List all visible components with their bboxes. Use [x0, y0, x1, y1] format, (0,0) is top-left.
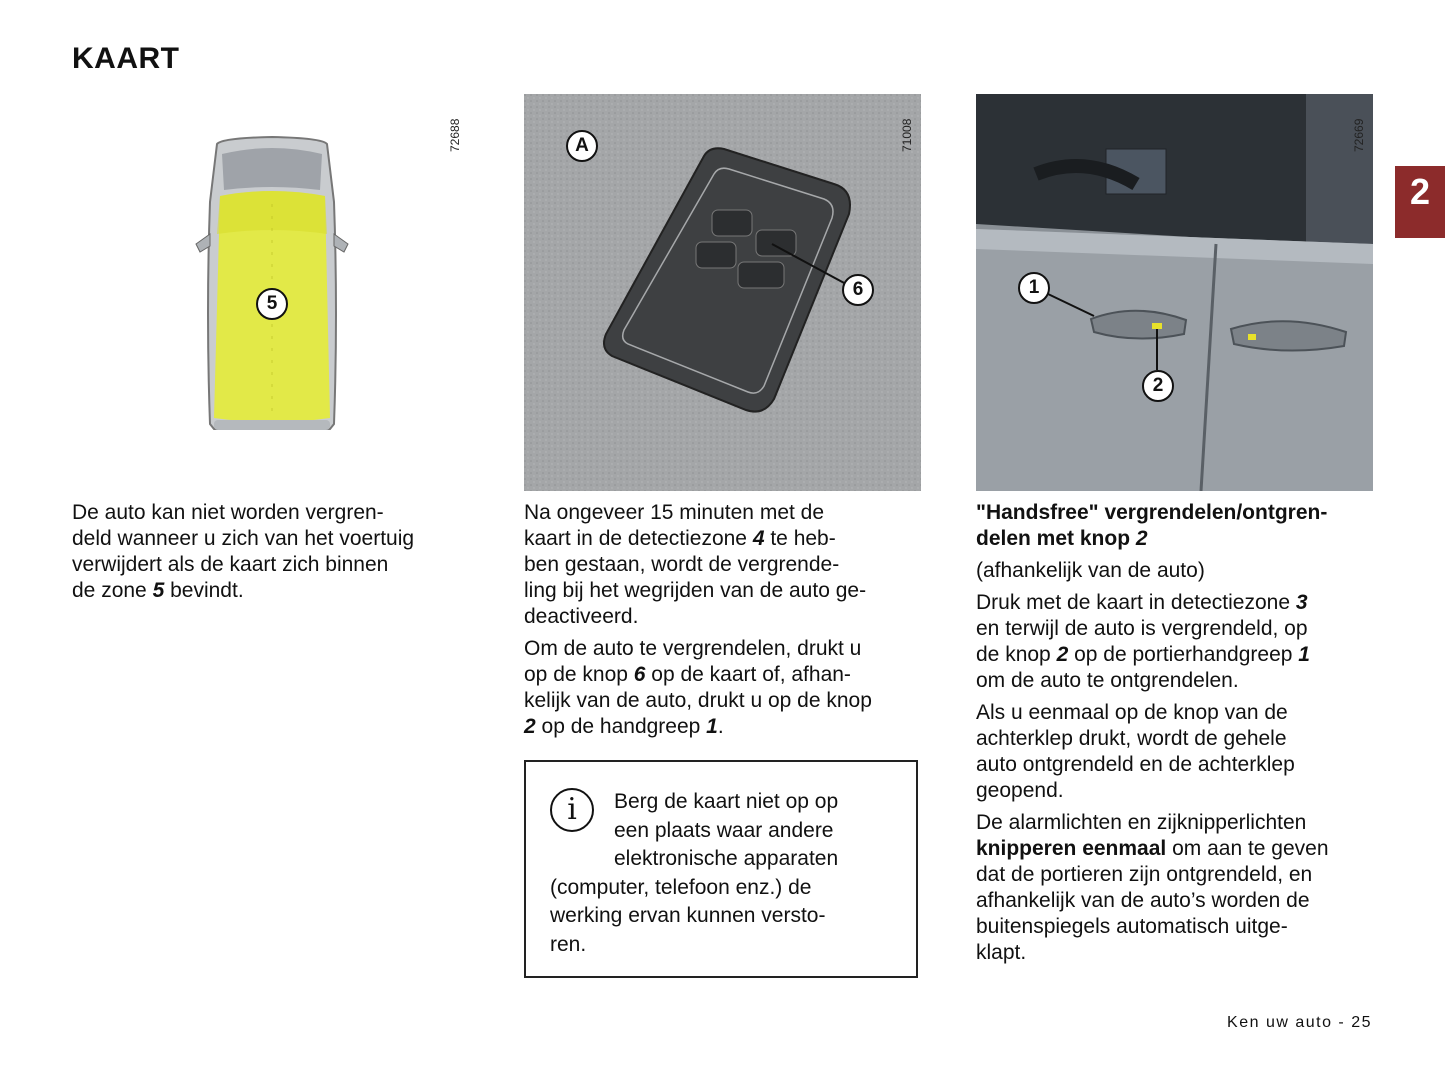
paragraph — [976, 810, 1386, 966]
paragraph — [524, 636, 924, 740]
chapter-tab: 2 — [1395, 166, 1445, 238]
text-run: "Handsfree" vergrendelen/ontgren- — [976, 501, 1328, 524]
section-heading — [976, 500, 1386, 552]
note-text — [550, 788, 900, 959]
note-line: (computer, telefoon enz.) de — [550, 875, 812, 899]
text-run: deld wanneer u zich van het voertuig — [72, 527, 415, 550]
figure-door-handles — [976, 94, 1373, 491]
text-run: ling bij het wegrijden van de auto ge- — [524, 579, 867, 602]
paragraph — [524, 500, 924, 630]
note-line: Berg de kaart niet op op — [614, 790, 839, 813]
text-run: geopend. — [976, 779, 1064, 802]
text-run: (afhankelijk van de auto) — [976, 559, 1205, 582]
text-run: 1 — [1298, 643, 1310, 666]
callout-5: 5 — [256, 288, 288, 320]
text-run: op de kaart of, afhan- — [645, 663, 851, 686]
text-run: Om de auto te vergrendelen, drukt u — [524, 637, 862, 660]
text-run: Na ongeveer 15 minuten met de — [524, 501, 825, 524]
note-line: werking ervan kunnen versto- — [550, 904, 826, 927]
text-run: Als u eenmaal op de knop van de — [976, 701, 1288, 724]
text-run: De alarmlichten en zijknipperlichten — [976, 811, 1307, 834]
page-title: KAART — [72, 42, 180, 75]
paragraph — [72, 500, 472, 604]
text-run: te heb- — [764, 527, 836, 550]
text-run: verwijdert als de kaart zich binnen — [72, 553, 389, 576]
callout-1: 1 — [1018, 272, 1050, 304]
column-2-text — [524, 500, 924, 746]
text-run: ben gestaan, wordt de vergrende- — [524, 553, 840, 576]
text-run: 2 — [1056, 643, 1069, 666]
text-run: kaart in de detectiezone — [524, 527, 753, 550]
text-run: op de handgreep — [535, 715, 707, 738]
text-run: deactiveerd. — [524, 605, 639, 628]
text-run: 3 — [1295, 591, 1308, 614]
figure-id-label: 71008 — [900, 118, 914, 152]
info-icon: i — [550, 788, 594, 832]
text-run: en terwijl de auto is vergrendeld, op — [976, 617, 1308, 640]
column-3-text — [976, 500, 1386, 972]
page-footer: Ken uw auto - 25 — [1227, 1014, 1372, 1031]
text-run: 2 — [524, 715, 536, 738]
figure-id-label: 72669 — [1352, 118, 1366, 152]
text-run: Druk met de kaart in detectiezone — [976, 591, 1296, 614]
text-run: . — [717, 715, 724, 738]
text-run: 1 — [706, 715, 718, 738]
text-run: om aan te geven — [1166, 837, 1329, 860]
column-1-text — [72, 500, 472, 610]
text-run: delen met knop — [976, 527, 1136, 550]
note-line: elektronische apparaten — [614, 847, 839, 870]
note-line: een plaats waar andere — [614, 818, 834, 842]
callout-6: 6 — [842, 274, 874, 306]
text-run: knipperen eenmaal — [976, 837, 1167, 860]
text-run: auto ontgrendeld en de achterklep — [976, 753, 1295, 776]
figure-car-top-view — [72, 94, 468, 490]
text-run: de zone — [72, 579, 153, 602]
paragraph — [976, 700, 1386, 804]
text-run: 2 — [1135, 527, 1148, 550]
figure-key-card — [524, 94, 921, 491]
text-run: kelijk van de auto, drukt u op de knop — [524, 689, 872, 712]
note-line: ren. — [550, 932, 587, 956]
text-run: op de portierhandgreep — [1068, 643, 1299, 666]
figure-id-label: 72688 — [448, 118, 462, 152]
text-run: De auto kan niet worden vergren- — [72, 501, 384, 524]
text-run: afhankelijk van de auto’s worden de — [976, 889, 1310, 912]
callout-A: A — [566, 130, 598, 162]
text-run: 4 — [752, 527, 765, 550]
text-run: 6 — [633, 663, 646, 686]
paragraph — [976, 558, 1386, 584]
text-run: op de knop — [524, 663, 634, 686]
text-run: dat de portieren zijn ontgrendeld, en — [976, 863, 1313, 886]
text-run: om de auto te ontgrendelen. — [976, 669, 1239, 692]
text-run: de knop — [976, 643, 1057, 666]
info-note-box — [524, 760, 918, 978]
text-run: klapt. — [976, 941, 1027, 964]
callout-2: 2 — [1142, 370, 1174, 402]
text-run: bevindt. — [164, 579, 244, 602]
paragraph — [976, 590, 1386, 694]
text-run: achterklep drukt, wordt de gehele — [976, 727, 1287, 750]
text-run: buitenspiegels automatisch uitge- — [976, 915, 1288, 938]
text-run: 5 — [152, 579, 165, 602]
